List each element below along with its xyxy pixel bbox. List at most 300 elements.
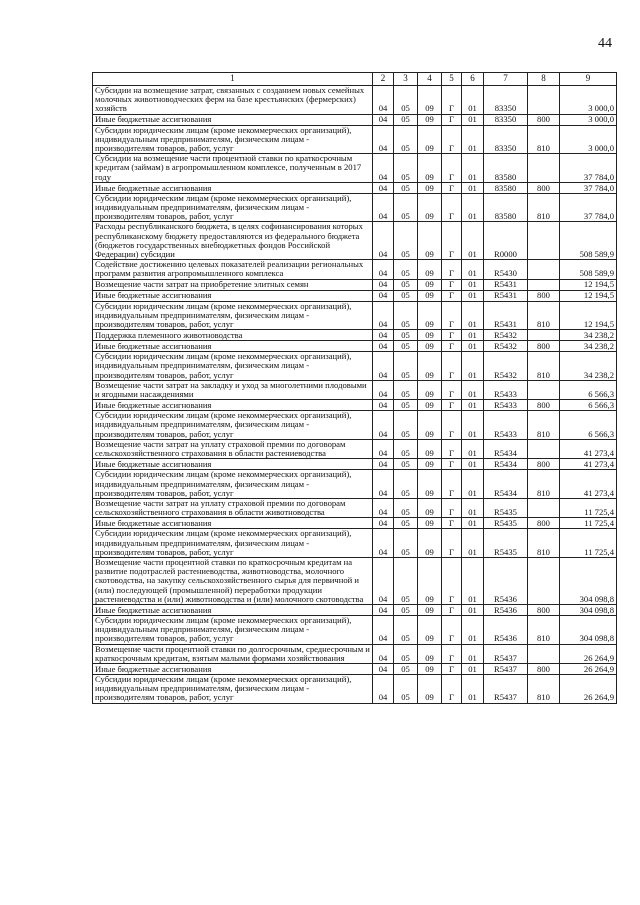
amount-cell: 3 000,0 <box>560 125 617 154</box>
amount-cell: 37 784,0 <box>560 154 617 183</box>
amount-cell: 6 566,3 <box>560 400 617 411</box>
code-cell: Г <box>442 663 462 674</box>
code-cell: 09 <box>418 114 442 125</box>
code-cell: 800 <box>528 459 560 470</box>
row-name-cell: Иные бюджетные ассигнования <box>93 459 373 470</box>
header-cell: 2 <box>373 73 394 86</box>
code-cell: 800 <box>528 400 560 411</box>
row-name-cell: Субсидии на возмещение части процентной ставки по краткосрочным кредитам (займам) в агропромышленном комплексе, полученным в 2017 году <box>93 154 373 183</box>
code-cell: 09 <box>418 557 442 604</box>
amount-cell: 11 725,4 <box>560 529 617 558</box>
code-cell: Г <box>442 330 462 341</box>
header-cell: 4 <box>418 73 442 86</box>
table-row <box>93 411 617 440</box>
code-cell: 09 <box>418 222 442 260</box>
code-cell: 810 <box>528 470 560 499</box>
row-name-cell: Содействие достижению целевых показателей реализации региональных программ развития агропромышленного комплекса <box>93 260 373 279</box>
code-cell: 01 <box>462 290 484 301</box>
code-cell: 04 <box>373 674 394 703</box>
table-row <box>93 341 617 352</box>
code-cell: 04 <box>373 644 394 663</box>
code-cell: 09 <box>418 400 442 411</box>
header-cell: 9 <box>560 73 617 86</box>
code-cell: Г <box>442 604 462 615</box>
table-body <box>93 86 617 704</box>
amount-cell: 41 273,4 <box>560 439 617 458</box>
code-cell: 01 <box>462 182 484 193</box>
code-cell: 05 <box>394 114 418 125</box>
code-cell: Г <box>442 411 462 440</box>
header-cell: 5 <box>442 73 462 86</box>
code-cell: 01 <box>462 498 484 517</box>
code-cell: 05 <box>394 663 418 674</box>
code-cell: 09 <box>418 459 442 470</box>
code-cell: 04 <box>373 518 394 529</box>
table-row <box>93 154 617 183</box>
code-cell: 01 <box>462 114 484 125</box>
code-cell: 09 <box>418 301 442 330</box>
table-row <box>93 459 617 470</box>
code-cell: Г <box>442 154 462 183</box>
code-cell: 01 <box>462 352 484 381</box>
code-cell: R5437 <box>484 674 528 703</box>
row-name-cell: Возмещение части процентной ставки по краткосрочным кредитам на развитие подотраслей растениеводства, животноводства, молочного скотоводства, на закупку сельскохозяйственного сырья для первичной и (или) последующей (промышленной) переработки продукции растениеводства и (или) животноводства и (или) молочного скотоводства <box>93 557 373 604</box>
code-cell: 83580 <box>484 182 528 193</box>
code-cell: R5435 <box>484 498 528 517</box>
code-cell: 04 <box>373 663 394 674</box>
table-row <box>93 279 617 290</box>
table-row <box>93 644 617 663</box>
code-cell: 05 <box>394 125 418 154</box>
code-cell: 05 <box>394 154 418 183</box>
code-cell: Г <box>442 529 462 558</box>
code-cell: 810 <box>528 125 560 154</box>
code-cell: 05 <box>394 615 418 644</box>
code-cell: 09 <box>418 279 442 290</box>
code-cell: 83350 <box>484 125 528 154</box>
code-cell: 01 <box>462 604 484 615</box>
code-cell: R5434 <box>484 459 528 470</box>
page-number: 44 <box>598 36 612 51</box>
code-cell: 04 <box>373 380 394 399</box>
code-cell: Г <box>442 518 462 529</box>
code-cell: R5431 <box>484 301 528 330</box>
code-cell: 05 <box>394 498 418 517</box>
amount-cell: 12 194,5 <box>560 279 617 290</box>
code-cell <box>528 380 560 399</box>
code-cell: 04 <box>373 114 394 125</box>
amount-cell: 508 589,9 <box>560 222 617 260</box>
code-cell: 09 <box>418 290 442 301</box>
code-cell: 09 <box>418 330 442 341</box>
code-cell: 04 <box>373 301 394 330</box>
amount-cell: 11 725,4 <box>560 518 617 529</box>
amount-cell: 26 264,9 <box>560 663 617 674</box>
code-cell: 04 <box>373 557 394 604</box>
amount-cell: 508 589,9 <box>560 260 617 279</box>
code-cell: 05 <box>394 222 418 260</box>
budget-table <box>92 72 617 704</box>
row-name-cell: Субсидии юридическим лицам (кроме некоммерческих организаций), индивидуальным предпринимателям, физическим лицам - производителям товаров, работ, услуг <box>93 470 373 499</box>
code-cell: 01 <box>462 674 484 703</box>
code-cell: R5434 <box>484 439 528 458</box>
code-cell: R5435 <box>484 529 528 558</box>
code-cell: 01 <box>462 411 484 440</box>
amount-cell: 34 238,2 <box>560 352 617 381</box>
code-cell: 05 <box>394 341 418 352</box>
code-cell: 01 <box>462 279 484 290</box>
code-cell: 05 <box>394 644 418 663</box>
code-cell: 09 <box>418 182 442 193</box>
code-cell: 05 <box>394 470 418 499</box>
code-cell: 04 <box>373 604 394 615</box>
code-cell: 09 <box>418 529 442 558</box>
code-cell: 01 <box>462 330 484 341</box>
code-cell: 04 <box>373 352 394 381</box>
code-cell: R5433 <box>484 411 528 440</box>
code-cell: 01 <box>462 341 484 352</box>
code-cell: R5433 <box>484 380 528 399</box>
code-cell: R0000 <box>484 222 528 260</box>
code-cell: 01 <box>462 222 484 260</box>
row-name-cell: Субсидии юридическим лицам (кроме некоммерческих организаций), индивидуальным предпринимателям, физическим лицам - производителям товаров, работ, услуг <box>93 352 373 381</box>
code-cell: 800 <box>528 290 560 301</box>
table-row <box>93 470 617 499</box>
amount-cell: 12 194,5 <box>560 290 617 301</box>
code-cell: 09 <box>418 380 442 399</box>
table-row <box>93 86 617 115</box>
code-cell: 01 <box>462 380 484 399</box>
table-row <box>93 518 617 529</box>
row-name-cell: Субсидии юридическим лицам (кроме некоммерческих организаций), индивидуальным предпринимателям, физическим лицам - производителям товаров, работ, услуг <box>93 193 373 222</box>
code-cell: 09 <box>418 604 442 615</box>
code-cell: 800 <box>528 341 560 352</box>
code-cell: R5432 <box>484 341 528 352</box>
code-cell: R5431 <box>484 279 528 290</box>
code-cell: 05 <box>394 290 418 301</box>
code-cell: 09 <box>418 86 442 115</box>
code-cell: R5437 <box>484 644 528 663</box>
table-row <box>93 557 617 604</box>
code-cell <box>528 557 560 604</box>
code-cell: 04 <box>373 154 394 183</box>
row-name-cell: Иные бюджетные ассигнования <box>93 182 373 193</box>
code-cell: 09 <box>418 260 442 279</box>
code-cell: 04 <box>373 290 394 301</box>
code-cell: 04 <box>373 411 394 440</box>
code-cell: 09 <box>418 498 442 517</box>
code-cell: 83580 <box>484 154 528 183</box>
code-cell: 09 <box>418 352 442 381</box>
code-cell: 04 <box>373 260 394 279</box>
amount-cell: 6 566,3 <box>560 380 617 399</box>
header-cell: 8 <box>528 73 560 86</box>
code-cell: Г <box>442 260 462 279</box>
code-cell: Г <box>442 352 462 381</box>
amount-cell: 6 566,3 <box>560 411 617 440</box>
row-name-cell: Возмещение части процентной ставки по долгосрочным, среднесрочным и краткосрочным кредитам, взятым малыми формами хозяйствования <box>93 644 373 663</box>
table-row <box>93 352 617 381</box>
row-name-cell: Иные бюджетные ассигнования <box>93 518 373 529</box>
code-cell: R5432 <box>484 330 528 341</box>
code-cell: 01 <box>462 644 484 663</box>
code-cell: 04 <box>373 615 394 644</box>
code-cell: R5433 <box>484 400 528 411</box>
code-cell <box>528 154 560 183</box>
code-cell: 04 <box>373 222 394 260</box>
code-cell: 09 <box>418 615 442 644</box>
amount-cell: 11 725,4 <box>560 498 617 517</box>
code-cell: 04 <box>373 341 394 352</box>
table-row <box>93 260 617 279</box>
code-cell: 05 <box>394 400 418 411</box>
code-cell: 05 <box>394 518 418 529</box>
code-cell: 09 <box>418 154 442 183</box>
code-cell: 05 <box>394 86 418 115</box>
code-cell: 04 <box>373 529 394 558</box>
row-name-cell: Иные бюджетные ассигнования <box>93 604 373 615</box>
header-cell: 6 <box>462 73 484 86</box>
code-cell: 05 <box>394 330 418 341</box>
code-cell: Г <box>442 439 462 458</box>
row-name-cell: Субсидии юридическим лицам (кроме некоммерческих организаций), индивидуальным предпринимателям, физическим лицам - производителям товаров, работ, услуг <box>93 615 373 644</box>
amount-cell: 37 784,0 <box>560 182 617 193</box>
code-cell: 04 <box>373 182 394 193</box>
code-cell: 01 <box>462 154 484 183</box>
code-cell: Г <box>442 86 462 115</box>
code-cell: Г <box>442 380 462 399</box>
code-cell: Г <box>442 557 462 604</box>
code-cell: R5436 <box>484 615 528 644</box>
code-cell: Г <box>442 400 462 411</box>
row-name-cell: Субсидии на возмещение затрат, связанных с созданием новых семейных молочных животноводческих ферм на базе крестьянских (фермерских) хозяйств <box>93 86 373 115</box>
code-cell: Г <box>442 125 462 154</box>
row-name-cell: Возмещение части затрат на уплату страховой премии по договорам сельскохозяйственного страхования в области животноводства <box>93 498 373 517</box>
code-cell <box>528 439 560 458</box>
code-cell: 83350 <box>484 86 528 115</box>
code-cell: 09 <box>418 193 442 222</box>
table-header-row <box>93 73 617 86</box>
row-name-cell: Возмещение части затрат на закладку и уход за многолетними плодовыми и ягодными насаждениями <box>93 380 373 399</box>
code-cell: 810 <box>528 352 560 381</box>
code-cell: 05 <box>394 260 418 279</box>
code-cell: 01 <box>462 439 484 458</box>
code-cell <box>528 498 560 517</box>
code-cell: 01 <box>462 193 484 222</box>
code-cell: 01 <box>462 125 484 154</box>
table-row <box>93 182 617 193</box>
table-row <box>93 498 617 517</box>
table-row <box>93 290 617 301</box>
code-cell: 05 <box>394 557 418 604</box>
code-cell: 04 <box>373 193 394 222</box>
code-cell: 09 <box>418 470 442 499</box>
code-cell: 800 <box>528 182 560 193</box>
code-cell: 800 <box>528 604 560 615</box>
code-cell: Г <box>442 114 462 125</box>
header-cell: 3 <box>394 73 418 86</box>
table-row <box>93 604 617 615</box>
code-cell: Г <box>442 193 462 222</box>
code-cell: Г <box>442 301 462 330</box>
code-cell: 09 <box>418 518 442 529</box>
code-cell: 04 <box>373 279 394 290</box>
code-cell: 04 <box>373 498 394 517</box>
code-cell: 810 <box>528 674 560 703</box>
row-name-cell: Иные бюджетные ассигнования <box>93 114 373 125</box>
code-cell <box>528 86 560 115</box>
code-cell: 810 <box>528 615 560 644</box>
table-row <box>93 330 617 341</box>
code-cell: 01 <box>462 400 484 411</box>
amount-cell: 304 098,8 <box>560 604 617 615</box>
row-name-cell: Субсидии юридическим лицам (кроме некоммерческих организаций), индивидуальным предпринимателям, физическим лицам - производителям товаров, работ, услуг <box>93 674 373 703</box>
row-name-cell: Субсидии юридическим лицам (кроме некоммерческих организаций), индивидуальным предпринимателям, физическим лицам - производителям товаров, работ, услуг <box>93 125 373 154</box>
code-cell: 09 <box>418 644 442 663</box>
header-cell: 1 <box>93 73 373 86</box>
code-cell: Г <box>442 290 462 301</box>
code-cell: 04 <box>373 459 394 470</box>
code-cell: 01 <box>462 470 484 499</box>
code-cell <box>528 260 560 279</box>
code-cell: 04 <box>373 330 394 341</box>
table-row <box>93 674 617 703</box>
code-cell: 05 <box>394 411 418 440</box>
code-cell: 05 <box>394 439 418 458</box>
row-name-cell: Возмещение части затрат на приобретение элитных семян <box>93 279 373 290</box>
code-cell: 01 <box>462 529 484 558</box>
code-cell: R5435 <box>484 518 528 529</box>
table-row <box>93 380 617 399</box>
code-cell: 09 <box>418 341 442 352</box>
code-cell: 01 <box>462 459 484 470</box>
amount-cell: 304 098,8 <box>560 615 617 644</box>
code-cell: 09 <box>418 674 442 703</box>
code-cell <box>528 222 560 260</box>
row-name-cell: Субсидии юридическим лицам (кроме некоммерческих организаций), индивидуальным предпринимателям, физическим лицам - производителям товаров, работ, услуг <box>93 301 373 330</box>
table-row <box>93 529 617 558</box>
code-cell: 05 <box>394 279 418 290</box>
code-cell: 83350 <box>484 114 528 125</box>
code-cell: 810 <box>528 411 560 440</box>
code-cell: R5432 <box>484 352 528 381</box>
code-cell <box>528 279 560 290</box>
code-cell: Г <box>442 470 462 499</box>
row-name-cell: Поддержка племенного животноводства <box>93 330 373 341</box>
amount-cell: 26 264,9 <box>560 674 617 703</box>
code-cell: 05 <box>394 193 418 222</box>
code-cell: R5431 <box>484 290 528 301</box>
code-cell: 83580 <box>484 193 528 222</box>
code-cell: 01 <box>462 86 484 115</box>
code-cell: 04 <box>373 439 394 458</box>
code-cell: R5434 <box>484 470 528 499</box>
code-cell: 800 <box>528 518 560 529</box>
code-cell: R5437 <box>484 663 528 674</box>
code-cell: 05 <box>394 529 418 558</box>
code-cell: 01 <box>462 260 484 279</box>
table-row <box>93 663 617 674</box>
row-name-cell: Иные бюджетные ассигнования <box>93 290 373 301</box>
code-cell: 09 <box>418 125 442 154</box>
code-cell: 05 <box>394 352 418 381</box>
row-name-cell: Субсидии юридическим лицам (кроме некоммерческих организаций), индивидуальным предпринимателям, физическим лицам - производителям товаров, работ, услуг <box>93 529 373 558</box>
code-cell: R5436 <box>484 557 528 604</box>
row-name-cell: Возмещение части затрат на уплату страховой премии по договорам сельскохозяйственного страхования в области растениеводства <box>93 439 373 458</box>
amount-cell: 41 273,4 <box>560 470 617 499</box>
code-cell: 05 <box>394 380 418 399</box>
table-row <box>93 193 617 222</box>
code-cell: 04 <box>373 400 394 411</box>
table-row <box>93 114 617 125</box>
code-cell: 01 <box>462 663 484 674</box>
row-name-cell: Иные бюджетные ассигнования <box>93 400 373 411</box>
code-cell: 800 <box>528 663 560 674</box>
code-cell: Г <box>442 674 462 703</box>
table-row <box>93 439 617 458</box>
amount-cell: 12 194,5 <box>560 301 617 330</box>
code-cell: R5436 <box>484 604 528 615</box>
code-cell: Г <box>442 182 462 193</box>
code-cell: 05 <box>394 301 418 330</box>
code-cell: 01 <box>462 518 484 529</box>
amount-cell: 3 000,0 <box>560 114 617 125</box>
row-name-cell: Иные бюджетные ассигнования <box>93 663 373 674</box>
amount-cell: 41 273,4 <box>560 459 617 470</box>
amount-cell: 34 238,2 <box>560 341 617 352</box>
row-name-cell: Расходы республиканского бюджета, в целях софинансирования которых республиканскому бюджету предоставляются из федерального бюджета (бюджетов государственных внебюджетных фондов Российской Федерации) субсидии <box>93 222 373 260</box>
code-cell: Г <box>442 498 462 517</box>
code-cell: 05 <box>394 182 418 193</box>
code-cell: Г <box>442 644 462 663</box>
code-cell: 09 <box>418 439 442 458</box>
code-cell: 800 <box>528 114 560 125</box>
code-cell: Г <box>442 615 462 644</box>
code-cell: 01 <box>462 615 484 644</box>
row-name-cell: Иные бюджетные ассигнования <box>93 341 373 352</box>
code-cell: Г <box>442 279 462 290</box>
table-row <box>93 301 617 330</box>
table-row <box>93 222 617 260</box>
code-cell: 04 <box>373 470 394 499</box>
table-row <box>93 125 617 154</box>
code-cell: Г <box>442 222 462 260</box>
code-cell <box>528 330 560 341</box>
amount-cell: 3 000,0 <box>560 86 617 115</box>
code-cell: 810 <box>528 529 560 558</box>
code-cell: 04 <box>373 86 394 115</box>
table-row <box>93 400 617 411</box>
code-cell: 05 <box>394 604 418 615</box>
code-cell: 09 <box>418 411 442 440</box>
code-cell: 01 <box>462 557 484 604</box>
code-cell: R5430 <box>484 260 528 279</box>
amount-cell: 34 238,2 <box>560 330 617 341</box>
code-cell: Г <box>442 341 462 352</box>
table-row <box>93 615 617 644</box>
code-cell: 05 <box>394 674 418 703</box>
code-cell: 05 <box>394 459 418 470</box>
code-cell: Г <box>442 459 462 470</box>
code-cell: 04 <box>373 125 394 154</box>
code-cell <box>528 644 560 663</box>
amount-cell: 304 098,8 <box>560 557 617 604</box>
row-name-cell: Субсидии юридическим лицам (кроме некоммерческих организаций), индивидуальным предпринимателям, физическим лицам - производителям товаров, работ, услуг <box>93 411 373 440</box>
header-cell: 7 <box>484 73 528 86</box>
code-cell: 09 <box>418 663 442 674</box>
code-cell: 810 <box>528 193 560 222</box>
amount-cell: 37 784,0 <box>560 193 617 222</box>
